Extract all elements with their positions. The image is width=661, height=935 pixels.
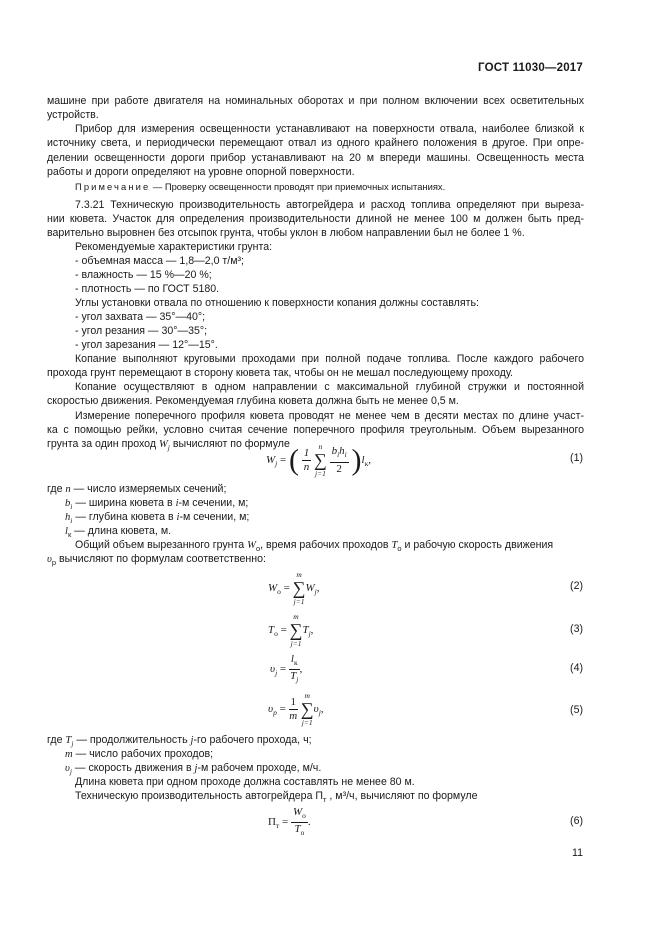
section-7-3-21: 7.3.21 Техническую производительность автогрейдера и расход топлива определяют при выреза- — [75, 199, 584, 211]
list-item: - плотность — по ГОСТ 5180. — [75, 283, 220, 295]
where-line: m — число рабочих проходов; — [65, 748, 214, 760]
text-line: ка с помощью рейки, условно считая сечение поперечного профиля треугольным. Объем вырезанного — [47, 424, 584, 436]
text-line: Копание выполняют круговыми проходами при полной подаче топлива. После каждого рабочего — [75, 353, 584, 365]
where-line: где n — число измеряемых сечений; — [47, 483, 227, 495]
where-line: где $T_j$ — продолжительность j-го рабочего прохода, ч; — [47, 734, 312, 749]
text-line: Прибор для измерения освещенности устанавливают на поверхности отвала, наиболее близкой к — [75, 123, 584, 135]
list-item: - угол захвата — 35°—40°; — [75, 311, 206, 323]
list-item: - угол зарезания — 12°—15°. — [75, 339, 218, 351]
list-item: - влажность — 15 %—20 %; — [75, 269, 212, 281]
text-line: $\upsilon_р$ вычисляют по формулам соответственно: — [47, 553, 266, 568]
where-line: $l_к$ — длина кювета, м. — [65, 525, 172, 540]
list-item: - угол резания — 30°—35°; — [75, 325, 208, 337]
formula-2: $W_о$ = m ∑ j=1 $W_j$, — [268, 570, 320, 606]
text-line: Копание осуществляют в одном направлении с максимальной глубиной стружки и постоянной — [75, 381, 584, 393]
where-line: $h_i$ — глубина кювета в i-м сечении, м; — [65, 511, 250, 526]
formula-number-1: (1) — [570, 452, 583, 464]
formula-number-4: (4) — [570, 662, 583, 674]
text-line: машине при работе двигателя на номинальных оборотах и при полном включении всех осветительных — [47, 95, 584, 107]
text-line: прохода грунт перемещают в сторону кювета так, чтобы он не мешал последующему проходу. — [47, 367, 513, 379]
text-line: Общий объем вырезанного грунта $W_о$, время рабочих проходов $T_о$ и рабочую скорость движения — [75, 539, 554, 554]
note-text: — Проверку освещенности проводят при приемочных испытаниях. — [150, 181, 446, 192]
text-line: устройств. — [47, 109, 99, 121]
formula-number-2: (2) — [570, 580, 583, 592]
page-number: 11 — [572, 847, 583, 859]
text-line: грунта за один проход $W_j$ вычисляют по формуле — [47, 438, 290, 453]
list-item: - объемная масса — 1,8—2,0 т/м³; — [75, 255, 244, 267]
formula-5: $\upsilon_р$ = $\frac{1}{m}$ m ∑ j=1 $\upsilon_j$, — [268, 691, 324, 727]
note — [75, 180, 584, 194]
text-line: Техническую производительность автогрейдера $П_т$ , м³/ч, вычисляют по формуле — [75, 790, 478, 805]
where-line: $b_i$ — ширина кювета в i-м сечении, м; — [65, 497, 249, 512]
text-line: делении освещенности дороги прибор устанавливают на 20 м впереди машины. Освещенность места — [47, 152, 584, 164]
formula-6: $П_т$ = $\frac{W_о}{T_о}$ . — [268, 806, 311, 838]
text-line: работы и дороги определяют на уровне опорной поверхности. — [47, 166, 355, 178]
text-line: варительно выровнен без отсыпок грунта, чтобы уклон в любом направлении был не более 1 %. — [47, 227, 525, 239]
text-line: источнику света, и периодически перемещают отвал из одного крайнего положения в другое. При опре- — [47, 137, 584, 149]
formula-1: $W_j$ = ( $\frac{1}{n}$ n ∑ j=1 $\frac{b_ih_i}{2}$ )$l_к$, — [266, 442, 371, 478]
text-line: скоростью движения. Рекомендуемая глубина кювета должна быть не менее 0,5 м. — [47, 395, 459, 407]
standard-code-header: ГОСТ 11030—2017 — [478, 62, 583, 74]
formula-number-3: (3) — [570, 623, 583, 635]
formula-4: $\upsilon_j$ = $\frac{l_к}{T_j}$ , — [270, 653, 303, 685]
text-line: нии кювета. Участок для определения производительности длиной не менее 100 м должен быть пред- — [47, 213, 584, 225]
text-line: Углы установки отвала по отношению к поверхности копания должны составлять: — [75, 297, 479, 309]
text-line: Рекомендуемые характеристики грунта: — [75, 241, 273, 253]
formula-number-5: (5) — [570, 704, 583, 716]
text-line: Длина кювета при одном проходе должна составлять не менее 80 м. — [75, 776, 415, 788]
formula-number-6: (6) — [570, 815, 583, 827]
where-line: $\upsilon_j$ — скорость движения в j-м рабочем проходе, м/ч. — [65, 762, 322, 777]
text-line: Измерение поперечного профиля кювета проводят не менее чем в десяти местах по длине участ- — [75, 410, 584, 422]
note-label: Примечание — [75, 181, 151, 192]
formula-3: $T_о$ = m ∑ j=1 $T_j$, — [268, 612, 314, 648]
